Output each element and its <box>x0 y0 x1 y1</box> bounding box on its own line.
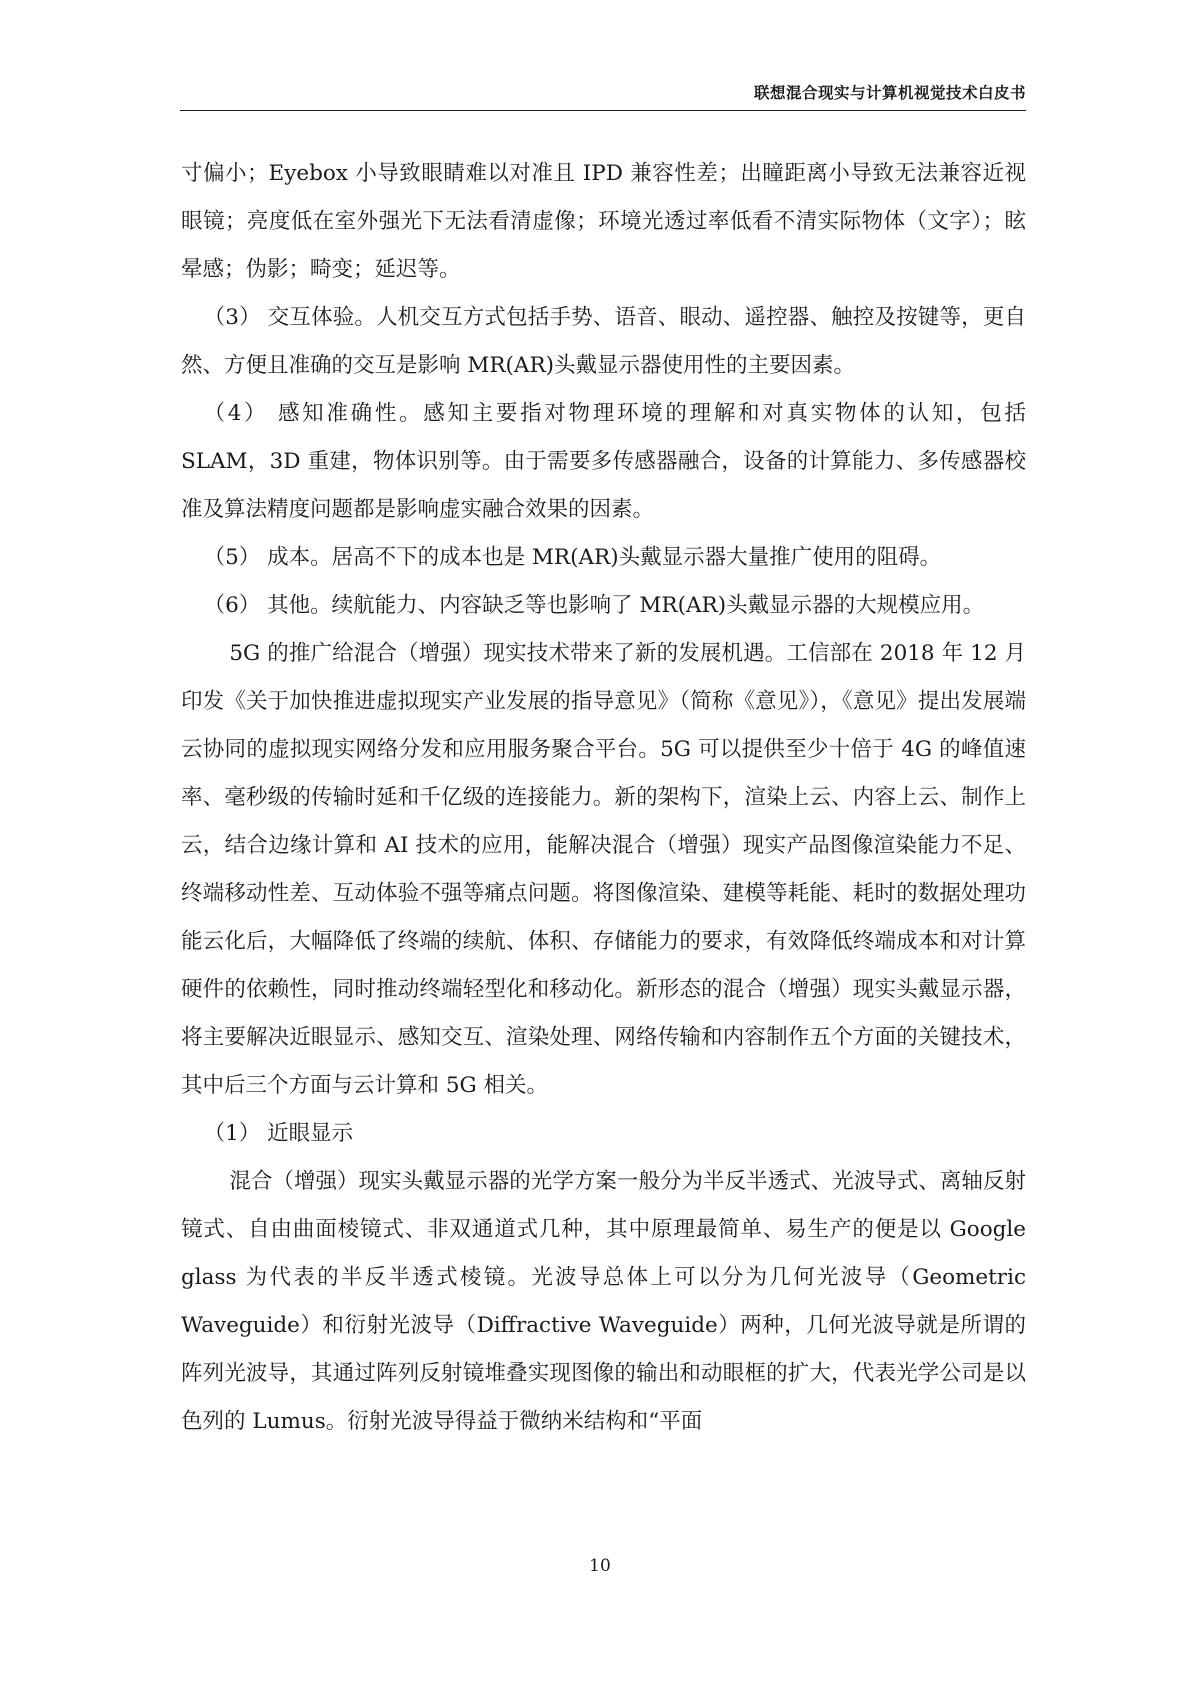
header-title: 联想混合现实与计算机视觉技术白皮书 <box>753 84 1026 102</box>
paragraph-continuation: 寸偏小；Eyebox 小导致眼睛难以对准且 IPD 兼容性差；出瞳距离小导致无法兼容近视眼镜；亮度低在室外强光下无法看清虚像；环境光透过率低看不清实际物体（文字）；眩晕感；伪影；畸变；延迟等。 <box>181 161 1026 282</box>
page-body <box>181 150 1026 1446</box>
paragraph-optics: 混合（增强）现实头戴显示器的光学方案一般分为半反半透式、光波导式、离轴反射镜式、自由曲面棱镜式、非双通道式几种，其中原理最简单、易生产的便是以 Google glass 为代表的半反半透式棱镜。光波导总体上可以分为几何光波导（Geometric Waveguide）和衍射光波导（Diffractive Waveguide）两种，几何光波导就是所谓的阵列光波导，其通过阵列反射镜堆叠实现图像的输出和动眼框的扩大，代表光学公司是以色列的 Lumus。衍射光波导得益于微纳米结构和“平面 <box>181 1169 1026 1434</box>
page-number: 10 <box>589 1556 611 1576</box>
paragraph-5g: 5G 的推广给混合（增强）现实技术带来了新的发展机遇。工信部在 2018 年 12 月印发《关于加快推进虚拟现实产业发展的指导意见》（简称《意见》），《意见》提出发展端云协同的虚拟现实网络分发和应用服务聚合平台。5G 可以提供至少十倍于 4G 的峰值速率、毫秒级的传输时延和千亿级的连接能力。新的架构下，渲染上云、内容上云、制作上云，结合边缘计算和 AI 技术的应用，能解决混合（增强）现实产品图像渲染能力不足、终端移动性差、互动体验不强等痛点问题。将图像渲染、建模等耗能、耗时的数据处理功能云化后，大幅降低了终端的续航、体积、存储能力的要求，有效降低终端成本和对计算硬件的依赖性，同时推动终端轻型化和移动化。新形态的混合（增强）现实头戴显示器，将主要解决近眼显示、感知交互、渲染处理、网络传输和内容制作五个方面的关键技术，其中后三个方面与云计算和 5G 相关。 <box>181 641 1026 1098</box>
section-heading-near-eye-display: （1） 近眼显示 <box>203 1121 354 1146</box>
paragraph-item-5-cost: （5） 成本。居高不下的成本也是 MR(AR)头戴显示器大量推广使用的阻碍。 <box>203 545 942 570</box>
paragraph-item-3-interaction: （3） 交互体验。人机交互方式包括手势、语音、眼动、遥控器、触控及按键等，更自然、方便且准确的交互是影响 MR(AR)头戴显示器使用性的主要因素。 <box>181 305 1026 378</box>
paragraph-item-6-other: （6） 其他。续航能力、内容缺乏等也影响了 MR(AR)头戴显示器的大规模应用。 <box>203 593 985 618</box>
paragraph-item-4-perception: （4） 感知准确性。感知主要指对物理环境的理解和对真实物体的认知，包括 SLAM，3D 重建，物体识别等。由于需要多传感器融合，设备的计算能力、多传感器校准及算法精度问题都是影响虚实融合效果的因素。 <box>181 401 1026 522</box>
page-header <box>180 82 1026 111</box>
